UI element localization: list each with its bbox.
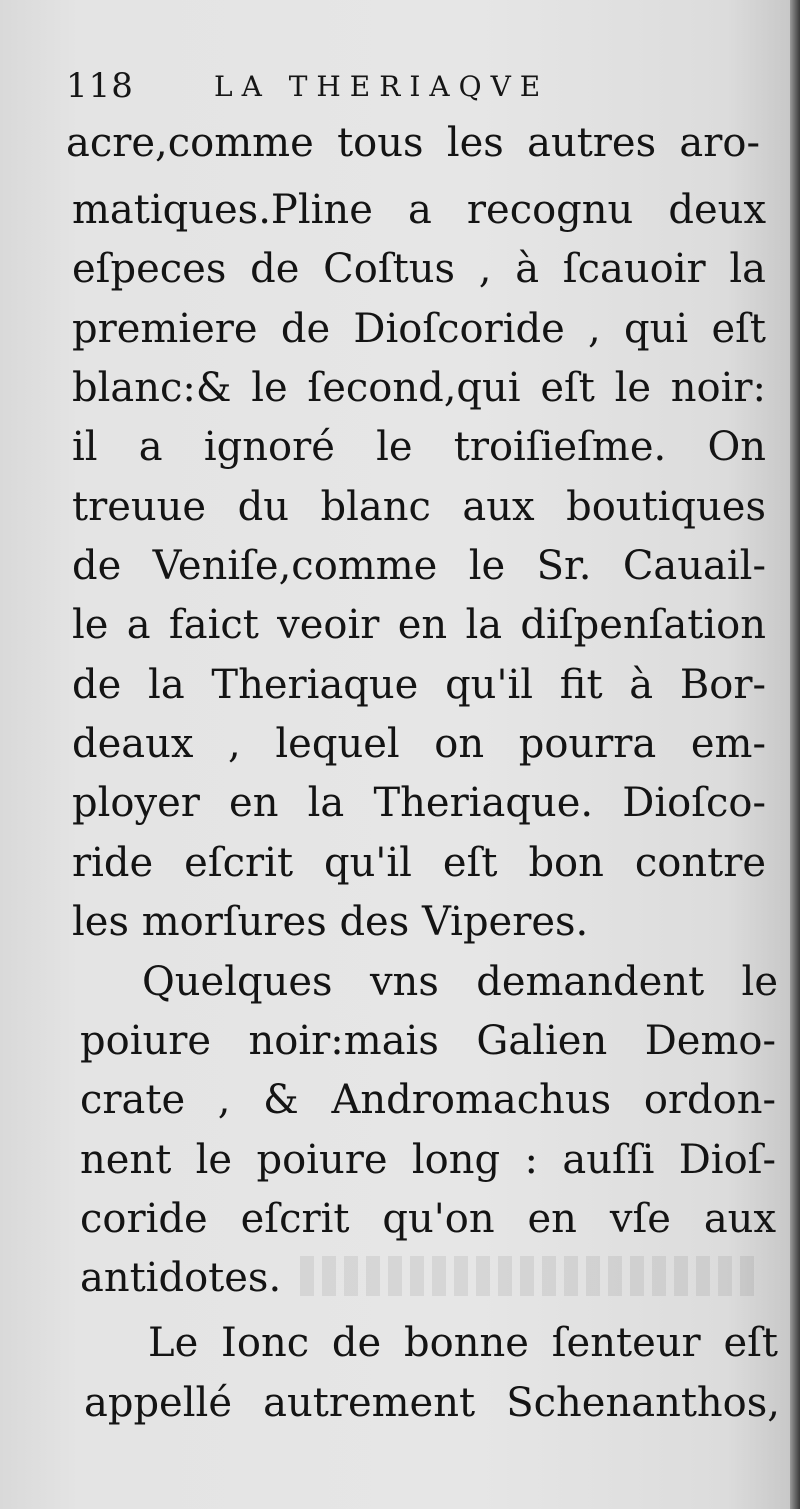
page-number: 118 — [66, 66, 134, 106]
text-line: ride eſcrit qu'il eſt bon contre — [72, 840, 766, 886]
text-line: coride eſcrit qu'on en vſe aux — [80, 1196, 776, 1242]
text-line: ployer en la Theriaque. Dioſco- — [72, 780, 766, 826]
page-edge — [790, 0, 800, 1509]
text-line: de la Theriaque qu'il fit à Bor- — [72, 662, 766, 708]
text-line: Quelques vns demandent le — [142, 959, 778, 1005]
text-line: premiere de Dioſcoride , qui eſt — [72, 306, 766, 352]
text-line: blanc:& le ſecond,qui eſt le noir: — [72, 365, 766, 411]
text-line: matiques.Pline a recognu deux — [72, 187, 766, 233]
text-line: eſpeces de Coſtus , à ſcauoir la — [72, 246, 766, 292]
text-line: il a ignoré le troiſieſme. On — [72, 424, 766, 470]
text-line: nent le poiure long : auſſi Dioſ- — [80, 1137, 776, 1183]
text-line: de Veniſe,comme le Sr. Cauail- — [72, 543, 766, 589]
text-line: antidotes. — [80, 1255, 282, 1301]
text-line: les morſures des Viperes. — [72, 899, 589, 945]
text-line: appellé autrement Schenanthos, — [84, 1380, 780, 1426]
text-line: treuue du blanc aux boutiques — [72, 484, 766, 530]
text-line: poiure noir:mais Galien Demo- — [80, 1018, 776, 1064]
text-line: acre,comme tous les autres aro- — [66, 120, 760, 166]
text-line: Le Ionc de bonne ſenteur eſt — [148, 1320, 778, 1366]
text-line: crate , & Andromachus ordon- — [80, 1077, 776, 1123]
text-line: deaux , lequel on pourra em- — [72, 721, 766, 767]
text-line: le a faict veoir en la diſpenſation — [72, 602, 766, 648]
show-through-shadow — [300, 1256, 760, 1296]
running-title: LA THERIAQVE — [214, 70, 550, 103]
